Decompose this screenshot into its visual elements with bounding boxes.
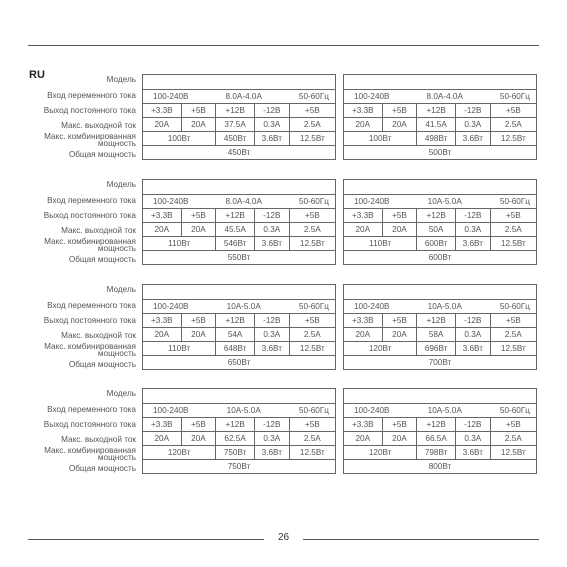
current-cell: 2.5A — [289, 223, 335, 237]
ac-frequency: 50-60Гц — [298, 92, 329, 101]
spec-block — [0, 284, 567, 376]
combined-row — [143, 237, 336, 251]
rail-cell: -12В — [455, 209, 490, 223]
label-dc-output: Выход постоянного тока — [43, 211, 136, 220]
label-ac-input: Вход переменного тока — [47, 91, 136, 100]
current-cell: 20A — [181, 432, 216, 446]
ac-input-cell — [344, 195, 537, 209]
ac-input-row — [143, 90, 336, 104]
ac-input-cell — [143, 300, 336, 314]
rail-row — [143, 418, 336, 432]
ac-current: 8.0A-4.0A — [426, 92, 463, 101]
current-cell: 20A — [181, 118, 216, 132]
label-total-power: Общая мощность — [68, 255, 136, 264]
ac-voltage: 100-240В — [354, 302, 390, 311]
spec-table — [142, 74, 336, 166]
current-cell: 58A — [417, 328, 456, 342]
rail-cell: +3.3В — [344, 418, 383, 432]
current-cell: 20A — [181, 223, 216, 237]
rail-cell: +3.3В — [143, 209, 182, 223]
current-cell: 20A — [344, 432, 383, 446]
current-cell: 62.5A — [216, 432, 255, 446]
combined-row — [143, 342, 336, 356]
current-cell: 0.3A — [254, 223, 289, 237]
rail-cell: +12В — [417, 418, 456, 432]
rail-cell: +5В — [382, 314, 417, 328]
label-total-power: Общая мощность — [68, 150, 136, 159]
rail-cell: -12В — [455, 418, 490, 432]
current-cell: 0.3A — [455, 118, 490, 132]
current-cell: 2.5A — [490, 118, 536, 132]
combined-12-cell: 546Вт — [216, 237, 255, 251]
label-model: Модель — [106, 285, 136, 294]
current-row — [344, 118, 537, 132]
rail-cell: +5В — [181, 418, 216, 432]
footer-rule-left — [28, 539, 264, 540]
current-cell: 20A — [344, 223, 383, 237]
spec-grid — [343, 299, 537, 370]
label-dc-output: Выход постоянного тока — [43, 106, 136, 115]
rail-cell: +5В — [181, 209, 216, 223]
current-cell: 0.3A — [455, 328, 490, 342]
label-dc-output: Выход постоянного тока — [43, 316, 136, 325]
combined-row — [143, 132, 336, 146]
ac-voltage: 100-240В — [354, 92, 390, 101]
total-row — [143, 460, 336, 474]
ac-frequency: 50-60Гц — [499, 406, 530, 415]
spec-table — [343, 179, 537, 271]
total-row — [344, 146, 537, 160]
label-model: Модель — [106, 180, 136, 189]
combined-5sb-cell: 12.5Вт — [490, 237, 536, 251]
total-row — [344, 460, 537, 474]
rail-cell: +5В — [289, 314, 335, 328]
model-cell — [343, 179, 537, 195]
rail-cell: -12В — [455, 104, 490, 118]
ac-input-cell — [344, 404, 537, 418]
label-max-combined-line2: мощность — [97, 349, 136, 358]
ac-input-cell — [143, 195, 336, 209]
total-row — [143, 251, 336, 265]
rail-cell: +12В — [417, 314, 456, 328]
ac-current: 10A-5.0A — [226, 302, 261, 311]
label-total-power: Общая мощность — [68, 464, 136, 473]
current-cell: 2.5A — [289, 432, 335, 446]
spec-grid — [142, 299, 336, 370]
spec-grid — [343, 194, 537, 265]
rail-cell: +5В — [490, 314, 536, 328]
combined-m12-cell: 3.6Вт — [254, 237, 289, 251]
combined-row — [143, 446, 336, 460]
model-cell — [142, 179, 336, 195]
combined-5sb-cell: 12.5Вт — [490, 446, 536, 460]
spec-grid — [142, 403, 336, 474]
combined-33-5-cell: 120Вт — [143, 446, 216, 460]
ac-input-cell — [143, 90, 336, 104]
current-row — [344, 223, 537, 237]
combined-12-cell: 450Вт — [216, 132, 255, 146]
rail-cell: +12В — [216, 418, 255, 432]
current-cell: 20A — [181, 328, 216, 342]
spec-block — [0, 388, 567, 480]
page-number: 26 — [277, 532, 290, 543]
current-cell: 20A — [143, 328, 182, 342]
spec-grid — [343, 403, 537, 474]
current-cell: 20A — [143, 223, 182, 237]
combined-m12-cell: 3.6Вт — [455, 132, 490, 146]
rail-row — [143, 314, 336, 328]
model-cell — [343, 284, 537, 300]
combined-m12-cell: 3.6Вт — [254, 132, 289, 146]
rail-cell: +12В — [417, 104, 456, 118]
rail-cell: -12В — [254, 104, 289, 118]
page-footer — [0, 532, 567, 546]
model-cell — [343, 74, 537, 90]
ac-input-row — [143, 300, 336, 314]
current-cell: 2.5A — [490, 328, 536, 342]
rail-cell: +3.3В — [344, 104, 383, 118]
label-max-combined-line1: Макс. комбинированная — [44, 342, 136, 351]
combined-33-5-cell: 100Вт — [143, 132, 216, 146]
ac-voltage: 100-240В — [153, 406, 189, 415]
current-cell: 41.5A — [417, 118, 456, 132]
label-ac-input: Вход переменного тока — [47, 301, 136, 310]
rail-cell: -12В — [254, 418, 289, 432]
combined-row — [344, 237, 537, 251]
ac-frequency: 50-60Гц — [298, 197, 329, 206]
current-cell: 20A — [143, 118, 182, 132]
total-power-cell: 500Вт — [344, 146, 537, 160]
label-max-combined-line1: Макс. комбинированная — [44, 446, 136, 455]
label-ac-input: Вход переменного тока — [47, 405, 136, 414]
current-row — [143, 328, 336, 342]
combined-33-5-cell: 110Вт — [344, 237, 417, 251]
ac-input-cell — [143, 404, 336, 418]
label-model: Модель — [106, 389, 136, 398]
rail-cell: +5В — [289, 104, 335, 118]
label-max-combined-line2: мощность — [97, 244, 136, 253]
current-cell: 20A — [382, 118, 417, 132]
ac-input-row — [143, 404, 336, 418]
combined-m12-cell: 3.6Вт — [254, 446, 289, 460]
total-row — [344, 356, 537, 370]
current-cell: 0.3A — [455, 432, 490, 446]
rail-cell: +12В — [417, 209, 456, 223]
rail-cell: +12В — [216, 314, 255, 328]
label-max-combined-line1: Макс. комбинированная — [44, 237, 136, 246]
combined-12-cell: 798Вт — [417, 446, 456, 460]
combined-33-5-cell: 110Вт — [143, 342, 216, 356]
label-max-current: Макс. выходной ток — [61, 226, 136, 235]
spec-table — [142, 179, 336, 271]
current-cell: 66.5A — [417, 432, 456, 446]
current-cell: 20A — [382, 328, 417, 342]
rail-cell: +5В — [181, 314, 216, 328]
rail-cell: +5В — [382, 209, 417, 223]
current-row — [344, 328, 537, 342]
ac-current: 8.0A-4.0A — [225, 197, 262, 206]
footer-rule-right — [303, 539, 539, 540]
label-total-power: Общая мощность — [68, 360, 136, 369]
rail-row — [344, 314, 537, 328]
label-max-current: Макс. выходной ток — [61, 331, 136, 340]
combined-33-5-cell: 120Вт — [344, 446, 417, 460]
total-power-cell: 700Вт — [344, 356, 537, 370]
label-max-current: Макс. выходной ток — [61, 121, 136, 130]
combined-row — [344, 446, 537, 460]
rail-cell: +5В — [490, 418, 536, 432]
spec-block — [0, 74, 567, 166]
current-row — [344, 432, 537, 446]
ac-current: 8.0A-4.0A — [225, 92, 262, 101]
ac-input-row — [143, 195, 336, 209]
ac-voltage: 100-240В — [354, 197, 390, 206]
combined-row — [344, 132, 537, 146]
rail-cell: +3.3В — [143, 104, 182, 118]
combined-12-cell: 648Вт — [216, 342, 255, 356]
label-model: Модель — [106, 75, 136, 84]
ac-voltage: 100-240В — [153, 302, 189, 311]
total-power-cell: 650Вт — [143, 356, 336, 370]
rail-cell: +5В — [490, 209, 536, 223]
rail-cell: +12В — [216, 209, 255, 223]
ac-input-row — [344, 90, 537, 104]
rail-cell: +5В — [181, 104, 216, 118]
rail-cell: +5В — [289, 418, 335, 432]
ac-frequency: 50-60Гц — [499, 197, 530, 206]
total-row — [344, 251, 537, 265]
current-cell: 0.3A — [254, 432, 289, 446]
combined-m12-cell: 3.6Вт — [455, 342, 490, 356]
ac-current: 10A-5.0A — [427, 406, 462, 415]
rail-cell: +5В — [382, 104, 417, 118]
current-cell: 20A — [143, 432, 182, 446]
current-cell: 2.5A — [289, 328, 335, 342]
current-row — [143, 118, 336, 132]
spec-table — [343, 284, 537, 376]
combined-row — [344, 342, 537, 356]
ac-current: 10A-5.0A — [226, 406, 261, 415]
combined-5sb-cell: 12.5Вт — [289, 132, 335, 146]
current-row — [143, 223, 336, 237]
current-cell: 0.3A — [254, 328, 289, 342]
model-cell — [142, 388, 336, 404]
rail-cell: +12В — [216, 104, 255, 118]
label-ac-input: Вход переменного тока — [47, 196, 136, 205]
ac-frequency: 50-60Гц — [298, 406, 329, 415]
combined-m12-cell: 3.6Вт — [455, 237, 490, 251]
current-cell: 45.5A — [216, 223, 255, 237]
rail-cell: -12В — [254, 209, 289, 223]
current-cell: 20A — [344, 118, 383, 132]
rail-cell: -12В — [254, 314, 289, 328]
current-cell: 0.3A — [455, 223, 490, 237]
combined-5sb-cell: 12.5Вт — [289, 237, 335, 251]
rail-cell: -12В — [455, 314, 490, 328]
combined-33-5-cell: 110Вт — [143, 237, 216, 251]
spec-grid — [343, 89, 537, 160]
spec-block — [0, 179, 567, 271]
rail-row — [143, 104, 336, 118]
ac-current: 10A-5.0A — [427, 302, 462, 311]
total-power-cell: 550Вт — [143, 251, 336, 265]
total-row — [143, 146, 336, 160]
label-max-current: Макс. выходной ток — [61, 435, 136, 444]
combined-33-5-cell: 100Вт — [344, 132, 417, 146]
ac-input-row — [344, 300, 537, 314]
rail-cell: +5В — [382, 418, 417, 432]
header-rule — [28, 45, 539, 46]
rail-row — [344, 209, 537, 223]
current-cell: 2.5A — [490, 223, 536, 237]
spec-grid — [142, 194, 336, 265]
combined-12-cell: 696Вт — [417, 342, 456, 356]
model-cell — [142, 284, 336, 300]
current-row — [143, 432, 336, 446]
total-power-cell: 600Вт — [344, 251, 537, 265]
combined-5sb-cell: 12.5Вт — [289, 446, 335, 460]
combined-m12-cell: 3.6Вт — [254, 342, 289, 356]
combined-m12-cell: 3.6Вт — [455, 446, 490, 460]
ac-input-cell — [344, 300, 537, 314]
model-cell — [142, 74, 336, 90]
ac-input-row — [344, 404, 537, 418]
combined-12-cell: 750Вт — [216, 446, 255, 460]
rail-cell: +3.3В — [344, 314, 383, 328]
rail-row — [344, 104, 537, 118]
total-power-cell: 800Вт — [344, 460, 537, 474]
rail-row — [344, 418, 537, 432]
current-cell: 0.3A — [254, 118, 289, 132]
spec-table — [142, 284, 336, 376]
combined-5sb-cell: 12.5Вт — [490, 132, 536, 146]
ac-voltage: 100-240В — [354, 406, 390, 415]
label-max-combined-line2: мощность — [97, 139, 136, 148]
current-cell: 2.5A — [490, 432, 536, 446]
rail-cell: +3.3В — [344, 209, 383, 223]
combined-5sb-cell: 12.5Вт — [490, 342, 536, 356]
ac-voltage: 100-240В — [153, 92, 189, 101]
ac-current: 10A-5.0A — [427, 197, 462, 206]
current-cell: 54A — [216, 328, 255, 342]
ac-frequency: 50-60Гц — [298, 302, 329, 311]
label-max-combined-line1: Макс. комбинированная — [44, 132, 136, 141]
current-cell: 20A — [382, 432, 417, 446]
spec-grid — [142, 89, 336, 160]
language-code: RU — [29, 69, 45, 81]
rail-cell: +3.3В — [143, 418, 182, 432]
combined-33-5-cell: 120Вт — [344, 342, 417, 356]
spec-table — [343, 74, 537, 166]
current-cell: 2.5A — [289, 118, 335, 132]
total-power-cell: 750Вт — [143, 460, 336, 474]
rail-cell: +3.3В — [143, 314, 182, 328]
rail-cell: +5В — [289, 209, 335, 223]
rail-cell: +5В — [490, 104, 536, 118]
label-dc-output: Выход постоянного тока — [43, 420, 136, 429]
model-cell — [343, 388, 537, 404]
total-power-cell: 450Вт — [143, 146, 336, 160]
spec-table — [142, 388, 336, 480]
ac-input-row — [344, 195, 537, 209]
label-max-combined-line2: мощность — [97, 453, 136, 462]
total-row — [143, 356, 336, 370]
current-cell: 20A — [382, 223, 417, 237]
ac-frequency: 50-60Гц — [499, 92, 530, 101]
combined-12-cell: 498Вт — [417, 132, 456, 146]
combined-12-cell: 600Вт — [417, 237, 456, 251]
spec-table — [343, 388, 537, 480]
current-cell: 50A — [417, 223, 456, 237]
current-cell: 37.5A — [216, 118, 255, 132]
ac-input-cell — [344, 90, 537, 104]
ac-frequency: 50-60Гц — [499, 302, 530, 311]
ac-voltage: 100-240В — [153, 197, 189, 206]
rail-row — [143, 209, 336, 223]
combined-5sb-cell: 12.5Вт — [289, 342, 335, 356]
current-cell: 20A — [344, 328, 383, 342]
